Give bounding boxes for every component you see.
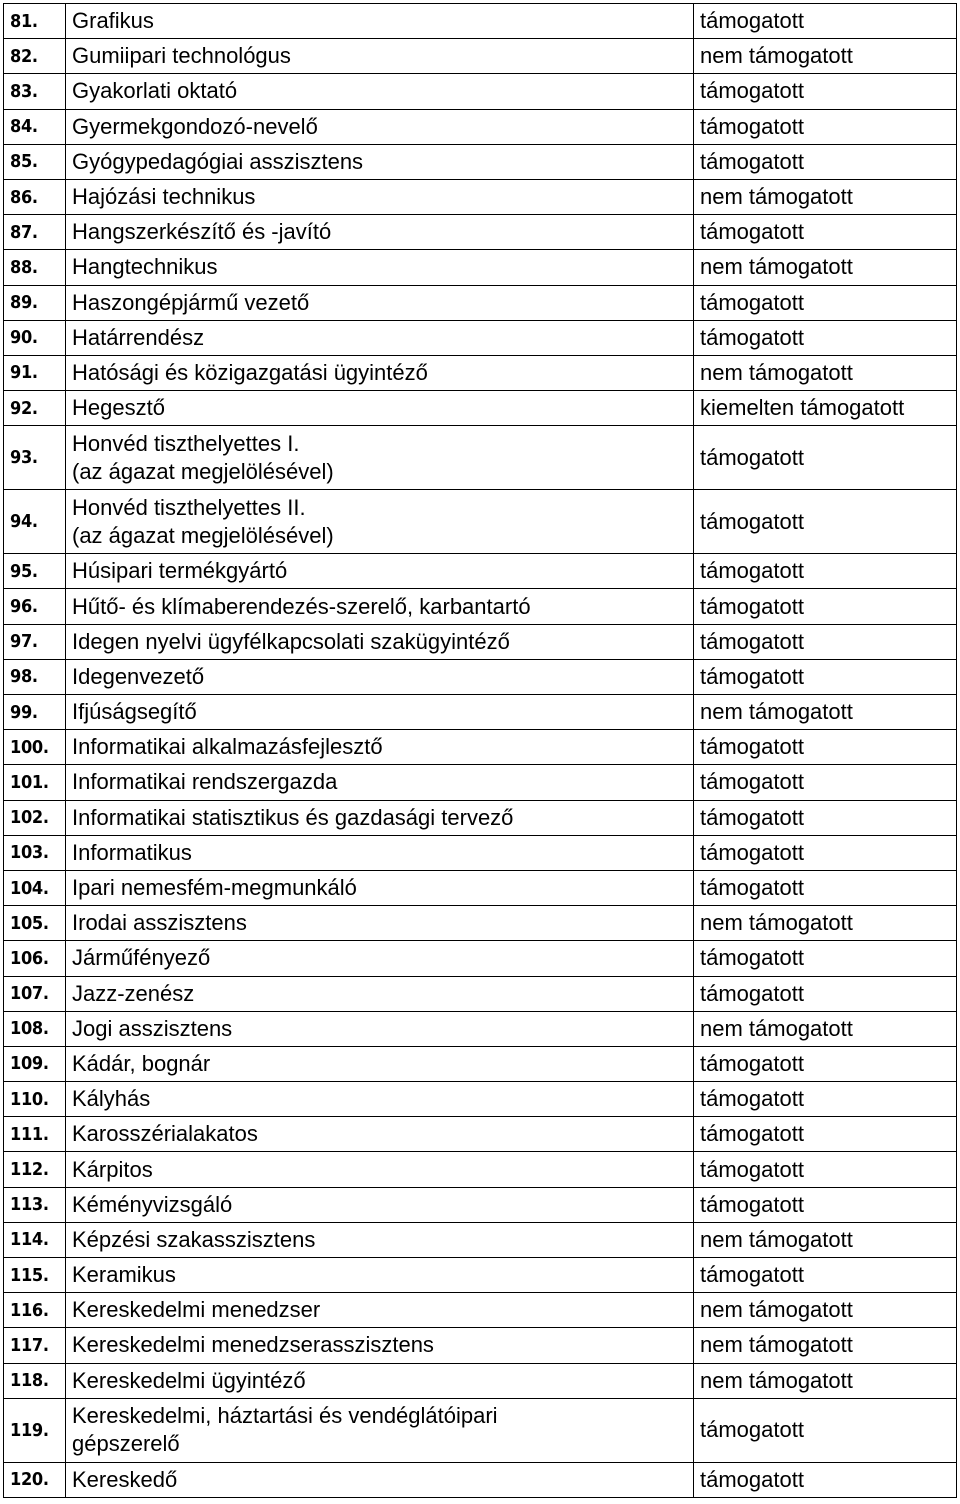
row-number: 85.	[4, 144, 66, 179]
table-row	[4, 835, 957, 870]
row-number: 87.	[4, 215, 66, 250]
row-number: 103.	[4, 835, 66, 870]
support-status: támogatott	[694, 426, 957, 490]
qualification-name	[66, 1117, 694, 1152]
qualification-name-line: gépszerelő	[72, 1431, 180, 1457]
row-number: 109.	[4, 1046, 66, 1081]
qualification-name-line: Gyógypedagógiai asszisztens	[72, 148, 364, 174]
table-row	[4, 1363, 957, 1398]
qualification-name	[66, 906, 694, 941]
support-status: nem támogatott	[694, 39, 957, 74]
qualification-name-line: Honvéd tiszthelyettes I.	[72, 430, 300, 456]
row-number: 117.	[4, 1328, 66, 1363]
table-row	[4, 554, 957, 589]
qualification-name	[66, 391, 694, 426]
qualification-name	[66, 320, 694, 355]
support-status: támogatott	[694, 941, 957, 976]
qualification-name-line: Kereskedelmi menedzserasszisztens	[72, 1332, 434, 1358]
row-number: 115.	[4, 1258, 66, 1293]
support-status: támogatott	[694, 589, 957, 624]
qualification-name-line: Kereskedő	[72, 1466, 178, 1492]
support-status: támogatott	[694, 1082, 957, 1117]
table-row	[4, 355, 957, 390]
table-row	[4, 1187, 957, 1222]
row-number: 106.	[4, 941, 66, 976]
table-row	[4, 144, 957, 179]
table-row	[4, 179, 957, 214]
qualification-name-line: Idegenvezető	[72, 663, 205, 689]
support-status: támogatott	[694, 870, 957, 905]
qualification-name	[66, 250, 694, 285]
qualification-name-line: Keramikus	[72, 1262, 176, 1288]
qualification-name-line: Hajózási technikus	[72, 184, 256, 210]
table-row	[4, 490, 957, 554]
qualification-name-line: Informatikai statisztikus és gazdasági tervező	[72, 804, 514, 830]
table-row	[4, 39, 957, 74]
qualification-name	[66, 215, 694, 250]
qualification-name	[66, 1152, 694, 1187]
row-number: 100.	[4, 730, 66, 765]
qualification-name-line: Gumiipari technológus	[72, 43, 291, 69]
support-status: támogatott	[694, 1258, 957, 1293]
qualification-name-line: Hangszerkészítő és -javító	[72, 219, 332, 245]
qualification-name	[66, 285, 694, 320]
support-status: támogatott	[694, 624, 957, 659]
row-number: 112.	[4, 1152, 66, 1187]
support-status: nem támogatott	[694, 1222, 957, 1257]
table-row	[4, 1293, 957, 1328]
qualification-name-line: Informatikus	[72, 839, 192, 865]
support-status: nem támogatott	[694, 179, 957, 214]
table-row	[4, 870, 957, 905]
qualification-name	[66, 109, 694, 144]
qualification-name	[66, 1082, 694, 1117]
support-status: nem támogatott	[694, 355, 957, 390]
qualification-table	[3, 3, 957, 1498]
table-row	[4, 285, 957, 320]
row-number: 97.	[4, 624, 66, 659]
qualification-name	[66, 1046, 694, 1081]
support-status: támogatott	[694, 74, 957, 109]
support-status: támogatott	[694, 835, 957, 870]
support-status: támogatott	[694, 976, 957, 1011]
table-row	[4, 800, 957, 835]
qualification-name	[66, 659, 694, 694]
row-number: 116.	[4, 1293, 66, 1328]
support-status: támogatott	[694, 1462, 957, 1497]
qualification-name-line: Határrendész	[72, 324, 205, 350]
table-row	[4, 1011, 957, 1046]
table-row	[4, 730, 957, 765]
qualification-name	[66, 1011, 694, 1046]
qualification-name-line: Hegesztő	[72, 395, 165, 421]
qualification-name-line: Karosszérialakatos	[72, 1121, 258, 1147]
support-status: nem támogatott	[694, 1328, 957, 1363]
row-number: 120.	[4, 1462, 66, 1497]
row-number: 81.	[4, 4, 66, 39]
qualification-name-line: Honvéd tiszthelyettes II.	[72, 494, 306, 520]
table-row	[4, 250, 957, 285]
qualification-name-line: Hűtő- és klímaberendezés-szerelő, karbantartó	[72, 593, 531, 619]
qualification-name	[66, 426, 694, 490]
qualification-name	[66, 554, 694, 589]
table-row	[4, 589, 957, 624]
support-status: támogatott	[694, 1187, 957, 1222]
row-number: 118.	[4, 1363, 66, 1398]
row-number: 110.	[4, 1082, 66, 1117]
table-row	[4, 624, 957, 659]
table-row	[4, 1462, 957, 1497]
support-status: kiemelten támogatott	[694, 391, 957, 426]
row-number: 88.	[4, 250, 66, 285]
qualification-name-line: Haszongépjármű vezető	[72, 289, 310, 315]
qualification-name-line: (az ágazat megjelölésével)	[72, 522, 334, 548]
row-number: 114.	[4, 1222, 66, 1257]
qualification-name	[66, 870, 694, 905]
qualification-name	[66, 976, 694, 1011]
qualification-name-line: Képzési szakasszisztens	[72, 1226, 316, 1252]
support-status: támogatott	[694, 320, 957, 355]
qualification-name	[66, 695, 694, 730]
table-row	[4, 1082, 957, 1117]
qualification-name-line: Hatósági és közigazgatási ügyintéző	[72, 359, 428, 385]
qualification-name	[66, 589, 694, 624]
qualification-name	[66, 765, 694, 800]
qualification-name-line: Irodai asszisztens	[72, 910, 247, 936]
support-status: támogatott	[694, 730, 957, 765]
table-row	[4, 4, 957, 39]
table-row	[4, 765, 957, 800]
row-number: 111.	[4, 1117, 66, 1152]
qualification-name	[66, 835, 694, 870]
support-status: támogatott	[694, 1398, 957, 1462]
support-status: nem támogatott	[694, 1363, 957, 1398]
support-status: támogatott	[694, 144, 957, 179]
qualification-name	[66, 1462, 694, 1497]
support-status: nem támogatott	[694, 1293, 957, 1328]
qualification-name-line: Kereskedelmi, háztartási és vendéglátóipari	[72, 1403, 498, 1429]
support-status: támogatott	[694, 490, 957, 554]
table-row	[4, 1222, 957, 1257]
support-status: támogatott	[694, 1152, 957, 1187]
row-number: 89.	[4, 285, 66, 320]
qualification-name	[66, 1222, 694, 1257]
row-number: 107.	[4, 976, 66, 1011]
qualification-name-line: Hangtechnikus	[72, 254, 218, 280]
row-number: 98.	[4, 659, 66, 694]
row-number: 119.	[4, 1398, 66, 1462]
qualification-name-line: Kereskedelmi ügyintéző	[72, 1367, 306, 1393]
qualification-name-line: Idegen nyelvi ügyfélkapcsolati szakügyintéző	[72, 628, 510, 654]
row-number: 96.	[4, 589, 66, 624]
table-row	[4, 426, 957, 490]
table-row	[4, 906, 957, 941]
qualification-name	[66, 1398, 694, 1462]
qualification-name	[66, 624, 694, 659]
qualification-name	[66, 1293, 694, 1328]
qualification-name-line: Jogi asszisztens	[72, 1015, 233, 1041]
row-number: 101.	[4, 765, 66, 800]
qualification-name-line: Kereskedelmi menedzser	[72, 1297, 321, 1323]
table-row	[4, 391, 957, 426]
support-status: nem támogatott	[694, 906, 957, 941]
qualification-name-line: Informatikai alkalmazásfejlesztő	[72, 734, 383, 760]
qualification-name-line: Húsipari termékgyártó	[72, 558, 288, 584]
row-number: 108.	[4, 1011, 66, 1046]
qualification-name-line: Kádár, bognár	[72, 1050, 211, 1076]
qualification-name-line: Ipari nemesfém-megmunkáló	[72, 875, 357, 901]
table-row	[4, 109, 957, 144]
support-status: támogatott	[694, 554, 957, 589]
table-row	[4, 1258, 957, 1293]
table-row	[4, 1046, 957, 1081]
row-number: 113.	[4, 1187, 66, 1222]
table-row	[4, 1152, 957, 1187]
table-row	[4, 74, 957, 109]
qualification-name	[66, 74, 694, 109]
qualification-name	[66, 39, 694, 74]
support-status: támogatott	[694, 800, 957, 835]
row-number: 83.	[4, 74, 66, 109]
support-status: támogatott	[694, 109, 957, 144]
qualification-name-line: Gyakorlati oktató	[72, 78, 238, 104]
table-row	[4, 1328, 957, 1363]
row-number: 84.	[4, 109, 66, 144]
table-row	[4, 976, 957, 1011]
support-status: támogatott	[694, 765, 957, 800]
qualification-name	[66, 490, 694, 554]
table-row	[4, 1398, 957, 1462]
qualification-name-line: Kárpitos	[72, 1156, 153, 1182]
qualification-name	[66, 179, 694, 214]
qualification-name	[66, 144, 694, 179]
row-number: 99.	[4, 695, 66, 730]
row-number: 95.	[4, 554, 66, 589]
qualification-name-line: Gyermekgondozó-nevelő	[72, 113, 318, 139]
qualification-name	[66, 1363, 694, 1398]
support-status: nem támogatott	[694, 1011, 957, 1046]
qualification-name	[66, 941, 694, 976]
qualification-name-line: (az ágazat megjelölésével)	[72, 458, 334, 484]
row-number: 93.	[4, 426, 66, 490]
qualification-name-line: Informatikai rendszergazda	[72, 769, 338, 795]
qualification-name-line: Kályhás	[72, 1086, 151, 1112]
qualification-name	[66, 1187, 694, 1222]
row-number: 91.	[4, 355, 66, 390]
table-row	[4, 659, 957, 694]
row-number: 92.	[4, 391, 66, 426]
qualification-name-line: Jazz-zenész	[72, 980, 195, 1006]
qualification-name	[66, 1328, 694, 1363]
qualification-name	[66, 730, 694, 765]
support-status: támogatott	[694, 1046, 957, 1081]
row-number: 94.	[4, 490, 66, 554]
qualification-name	[66, 355, 694, 390]
support-status: támogatott	[694, 215, 957, 250]
qualification-name-line: Kéményvizsgáló	[72, 1191, 233, 1217]
table-body	[4, 4, 957, 1498]
support-status: támogatott	[694, 285, 957, 320]
table-row	[4, 1117, 957, 1152]
table-row	[4, 215, 957, 250]
table-row	[4, 695, 957, 730]
qualification-name-line: Ifjúságsegítő	[72, 699, 197, 725]
row-number: 90.	[4, 320, 66, 355]
support-status: nem támogatott	[694, 695, 957, 730]
qualification-name	[66, 1258, 694, 1293]
table-row	[4, 941, 957, 976]
row-number: 102.	[4, 800, 66, 835]
qualification-name-line: Grafikus	[72, 8, 154, 34]
qualification-name-line: Járműfényező	[72, 945, 211, 971]
support-status: támogatott	[694, 1117, 957, 1152]
support-status: nem támogatott	[694, 250, 957, 285]
row-number: 82.	[4, 39, 66, 74]
qualification-name	[66, 800, 694, 835]
row-number: 105.	[4, 906, 66, 941]
row-number: 86.	[4, 179, 66, 214]
support-status: támogatott	[694, 4, 957, 39]
table-row	[4, 320, 957, 355]
row-number: 104.	[4, 870, 66, 905]
support-status: támogatott	[694, 659, 957, 694]
qualification-name	[66, 4, 694, 39]
